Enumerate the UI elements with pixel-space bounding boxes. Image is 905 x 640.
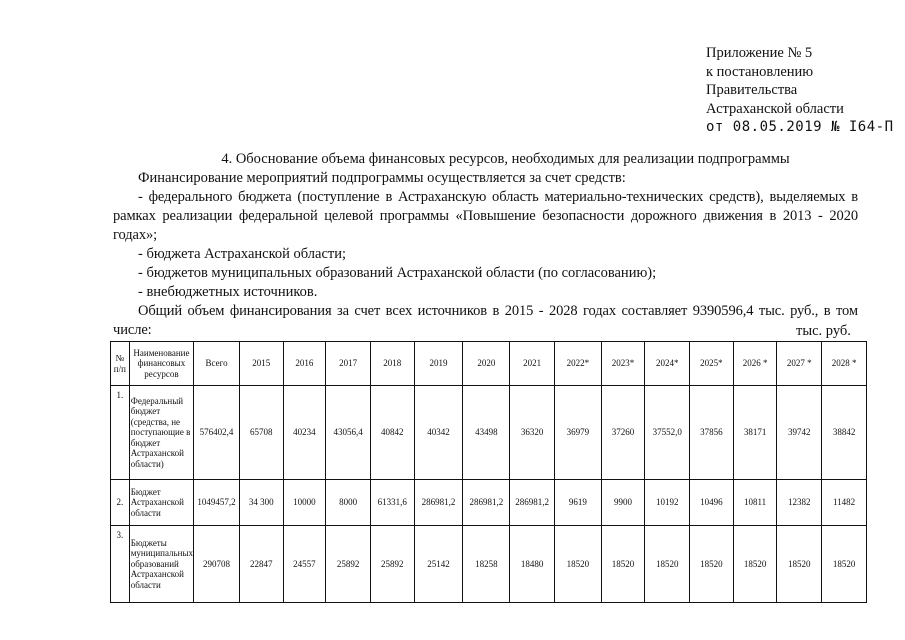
year-cell: 9900 — [601, 480, 645, 526]
list-item-federal: - федерального бюджета (поступление в Астраханскую область материально-технических средств), выделяемых в рамках реализации федеральной целевой программы «Повышение безопасности дорожного движения в 2013 - 2020 годах»; — [113, 189, 858, 243]
header-cell: 2019 — [414, 342, 463, 386]
header-cell: 2028 * — [822, 342, 867, 386]
header-cell: 2017 — [326, 342, 371, 386]
row-number: 2. — [111, 480, 130, 526]
units-label: тыс. руб. — [796, 323, 851, 339]
total-cell: 1049457,2 — [194, 480, 240, 526]
table-row — [111, 526, 867, 603]
appendix-line: к постановлению — [706, 63, 814, 80]
year-cell: 18520 — [822, 526, 867, 603]
financing-table — [110, 341, 867, 603]
appendix-block — [706, 44, 894, 137]
source-name: Бюджет Астраханской области — [129, 480, 193, 526]
year-cell: 12382 — [777, 480, 822, 526]
list-item-municipal: - бюджетов муниципальных образований Астраханской области (по согласованию); — [138, 265, 657, 281]
year-cell: 11482 — [822, 480, 867, 526]
header-cell: 2026 * — [733, 342, 777, 386]
year-cell: 36979 — [554, 386, 601, 480]
header-cell: 2027 * — [777, 342, 822, 386]
header-cell: 2021 — [510, 342, 555, 386]
year-cell: 38171 — [733, 386, 777, 480]
year-cell: 10192 — [645, 480, 690, 526]
year-cell: 10496 — [690, 480, 734, 526]
header-cell: № п/п — [111, 342, 130, 386]
year-cell: 22847 — [239, 526, 283, 603]
year-cell: 40842 — [370, 386, 414, 480]
paragraph-total: Общий объем финансирования за счет всех источников в 2015 - 2028 годах составляет 9390596,4 тыс. руб., в том числе: — [113, 303, 858, 338]
appendix-title: Приложение № 5 — [706, 45, 813, 61]
header-cell: 2024* — [645, 342, 690, 386]
year-cell: 34 300 — [239, 480, 283, 526]
year-cell: 286981,2 — [510, 480, 555, 526]
total-cell: 576402,4 — [194, 386, 240, 480]
year-cell: 18480 — [510, 526, 555, 603]
source-name: Федеральный бюджет (средства, не поступающие в бюджет Астраханской области) — [129, 386, 193, 480]
total-cell: 290708 — [194, 526, 240, 603]
section-heading: 4. Обоснование объема финансовых ресурсов, необходимых для реализации подпрограммы — [221, 151, 790, 167]
year-cell: 43056,4 — [326, 386, 371, 480]
year-cell: 18258 — [463, 526, 510, 603]
year-cell: 25142 — [414, 526, 463, 603]
header-cell: Наименование финансовых ресурсов — [129, 342, 193, 386]
year-cell: 10811 — [733, 480, 777, 526]
table-row — [111, 386, 867, 480]
header-cell: 2023* — [601, 342, 645, 386]
year-cell: 18520 — [777, 526, 822, 603]
header-cell: 2016 — [283, 342, 326, 386]
decree-date-number: от 08.05.2019 № I64-П — [706, 119, 894, 135]
year-cell: 40234 — [283, 386, 326, 480]
year-cell: 286981,2 — [463, 480, 510, 526]
year-cell: 18520 — [690, 526, 734, 603]
header-cell: Всего — [194, 342, 240, 386]
year-cell: 37260 — [601, 386, 645, 480]
year-cell: 37856 — [690, 386, 734, 480]
year-cell: 18520 — [645, 526, 690, 603]
list-item-regional: - бюджета Астраханской области; — [138, 246, 347, 262]
year-cell: 39742 — [777, 386, 822, 480]
year-cell: 38842 — [822, 386, 867, 480]
appendix-line: Астраханской области — [706, 100, 844, 117]
year-cell: 43498 — [463, 386, 510, 480]
year-cell: 10000 — [283, 480, 326, 526]
header-cell: 2020 — [463, 342, 510, 386]
year-cell: 25892 — [370, 526, 414, 603]
year-cell: 40342 — [414, 386, 463, 480]
year-cell: 286981,2 — [414, 480, 463, 526]
table-header-row — [111, 342, 867, 386]
list-item-extrabudgetary: - внебюджетных источников. — [138, 284, 318, 300]
year-cell: 36320 — [510, 386, 555, 480]
year-cell: 9619 — [554, 480, 601, 526]
paragraph-intro: Финансирование мероприятий подпрограммы осуществляется за счет средств: — [138, 170, 626, 186]
header-cell: 2015 — [239, 342, 283, 386]
year-cell: 18520 — [601, 526, 645, 603]
header-cell: 2018 — [370, 342, 414, 386]
year-cell: 37552,0 — [645, 386, 690, 480]
row-number: 3. — [111, 526, 130, 603]
year-cell: 65708 — [239, 386, 283, 480]
source-name: Бюджеты муниципальных образований Астраханской области — [129, 526, 193, 603]
header-cell: 2025* — [690, 342, 734, 386]
year-cell: 61331,6 — [370, 480, 414, 526]
header-cell: 2022* — [554, 342, 601, 386]
year-cell: 8000 — [326, 480, 371, 526]
document-body — [113, 150, 858, 340]
year-cell: 24557 — [283, 526, 326, 603]
table-row — [111, 480, 867, 526]
row-number: 1. — [111, 386, 130, 480]
year-cell: 25892 — [326, 526, 371, 603]
appendix-line: Правительства — [706, 82, 798, 98]
year-cell: 18520 — [733, 526, 777, 603]
year-cell: 18520 — [554, 526, 601, 603]
